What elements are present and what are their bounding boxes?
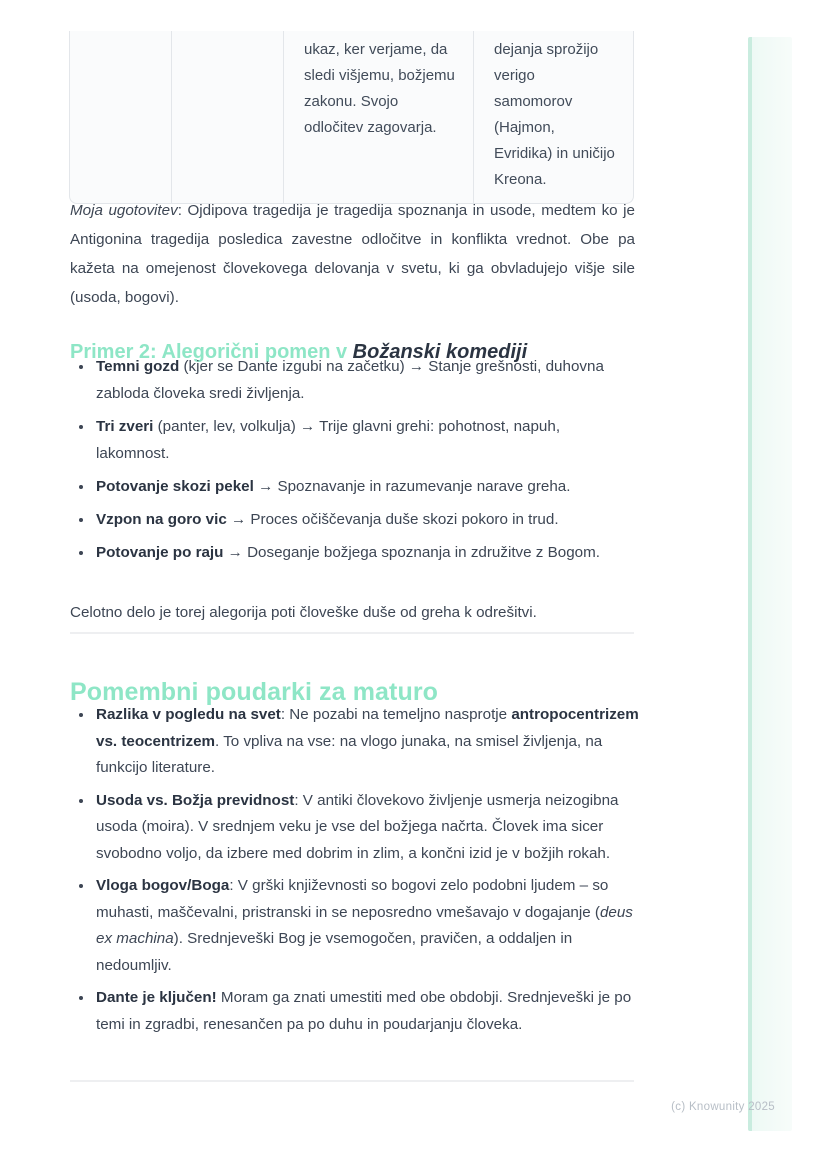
list-item (94, 413, 636, 467)
body-text: → Spoznavanje in razumevanje narave greha. (253, 478, 571, 495)
bold-term: Potovanje po raju (96, 544, 224, 561)
list-item (94, 985, 640, 1038)
table-cell: dejanja sprožijo verigo samomorov (Hajmon, Evridika) in uničijo Kreona. (473, 31, 634, 204)
list-item (94, 873, 640, 979)
bold-term: Tri zveri (96, 418, 154, 435)
body-text: . To vpliva na vse: na vlogo junaka, na smisel življenja, na funkcijo literature. (96, 732, 603, 776)
bold-term: Usoda vs. Božja previdnost (96, 791, 295, 809)
bold-term: Vloga bogov/Boga (96, 877, 230, 894)
body-text: : V antiki človekovo življenje usmerja neizogibna usoda (moira). V srednjem veku je vse del božjega načrta. Človek ima sicer svobodno voljo, da izbere med dobrim in zlim, a končni izid je v božjih rokah. (96, 791, 619, 862)
allegory-list (70, 353, 636, 572)
body-text: (panter, lev, volkulja) → Trije glavni grehi: pohotnost, napuh, lakomnost. (96, 418, 561, 462)
body-text: ). Srednjeveški Bog je vsemogočen, pravičen, a oddaljen in nedoumljiv. (96, 930, 573, 974)
body-text: : V grški književnosti so bogovi zelo podobni ljudem – so muhasti, maščevalni, pristranski in se neposredno vmešavajo v dogajanje ( (96, 877, 609, 921)
heading-title-emphasis: Božanski komediji (352, 341, 528, 363)
scrollbar[interactable] (748, 37, 792, 1131)
body-text: : Ojdipova tragedija je tragedija spoznanja in usode, medtem ko je Antigonina tragedija posledica zavestne odločitve in konflikta vrednot. Obe pa kažeta na omejenost človekovega delovanja v svetu, ki ga obvladujejo višje sile (usoda, bogovi). (70, 202, 635, 307)
body-text: : Ne pozabi na temeljno nasprotje (280, 706, 512, 723)
maturo-list (70, 702, 640, 1044)
body-text: Moram ga znati umestiti med obe obdobji. Srednjeveški je po temi in zgradbi, renesančen pa po duhu in poudarjanju človeka. (96, 989, 632, 1033)
list-item (94, 353, 636, 407)
table-cell: ukaz, ker verjame, da sledi višjemu, božjemu zakonu. Svojo odločitev zagovarja. (283, 31, 473, 204)
divider (70, 632, 634, 634)
conclusion-paragraph (70, 196, 635, 312)
heading-accent-text: Primer 2: Alegorični pomen v (70, 341, 353, 363)
table-row (69, 31, 634, 204)
bold-term: Potovanje skozi pekel (96, 478, 254, 495)
divider (70, 1080, 634, 1082)
list-item (94, 506, 636, 533)
bold-term: Dante je ključen! (96, 989, 217, 1006)
section-heading-maturo: Pomembni poudarki za maturo (70, 677, 439, 706)
list-item (94, 473, 636, 500)
table-cell (171, 31, 283, 204)
list-item (94, 539, 636, 566)
body-text: (kjer se Dante izgubi na začetku) → Stanje grešnosti, duhovna zabloda človeka sredi življenja. (96, 358, 604, 402)
table-cell (69, 31, 171, 204)
copyright-footer: (c) Knowunity 2025 (671, 1101, 775, 1113)
body-text: → Doseganje božjega spoznanja in združitve z Bogom. (223, 544, 600, 561)
italic-lead: Moja ugotovitev (70, 202, 178, 220)
closing-sentence: Celotno delo je torej alegorija poti človeške duše od greha k odrešitvi. (70, 604, 537, 622)
list-item (94, 702, 640, 782)
list-item (94, 788, 640, 868)
italic-text: deus ex machina (96, 903, 633, 947)
bold-term: antropocentrizem vs. teocentrizem (96, 706, 639, 750)
comparison-table (69, 31, 634, 204)
bold-term: Razlika v pogledu na svet (96, 706, 281, 723)
body-text: → Proces očiščevanja duše skozi pokoro in trud. (226, 511, 559, 528)
bold-term: Vzpon na goro vic (96, 511, 227, 528)
bold-term: Temni gozd (96, 358, 180, 375)
